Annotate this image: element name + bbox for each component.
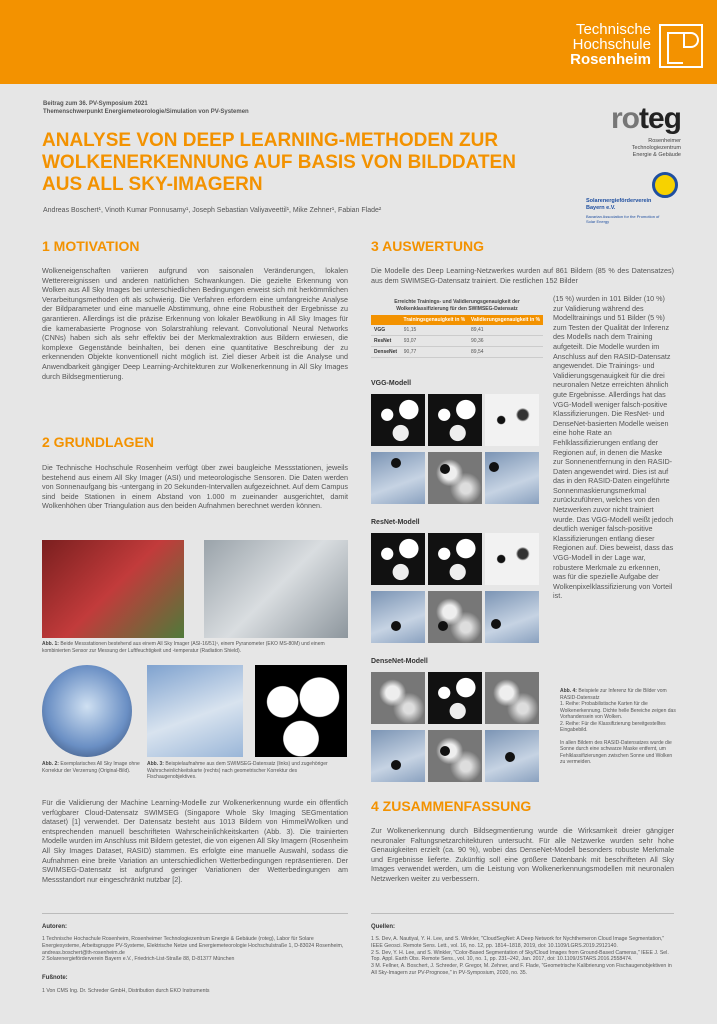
table-row (371, 336, 543, 347)
roteg-sub3: Energie & Gebäude (632, 152, 681, 158)
sun-mask-icon (391, 458, 401, 468)
footer-fussnote-heading: Fußnote: (42, 975, 68, 981)
sun-mask-icon (491, 619, 501, 629)
densenet-probmap-1 (371, 672, 425, 724)
sun-mask-icon (505, 752, 515, 762)
vgg-input-1 (371, 452, 425, 504)
vgg-probmap-2 (428, 394, 482, 446)
auswertung-intro: Die Modelle des Deep Learning-Netzwerkes wurden auf 861 Bildern (85 % des Datensatzes) aus dem SWIMSEG-Datensatz trainiert. Die restlichen 152 Bilder (371, 266, 674, 285)
footer-autoren-heading: Autoren: (42, 924, 67, 930)
meta-line2: Themenschwerpunkt Energiemeteorologie/Simulation von PV-Systemen (43, 109, 249, 115)
table-cell: 90,36 (468, 336, 543, 347)
footer-author-affiliations (42, 936, 348, 963)
authors: Andreas Boschert¹, Vinoth Kumar Ponnusamy¹, Joseph Sebastian Valiyaveettil¹, Mike Zehner¹, Fabian Flade² (43, 207, 382, 214)
meta-line1: Beitrag zum 36. PV-Symposium 2021 (43, 101, 148, 107)
roteg-logo (611, 104, 681, 159)
roteg-sub2: Technologiezentrum (631, 145, 681, 151)
roteg-sub1: Rosenheimer (648, 138, 681, 144)
heading-auswertung: 3 AUSWERTUNG (371, 238, 485, 254)
table-cell: ResNet (371, 336, 401, 347)
heading-zusammenfassung: 4 ZUSAMMENFASSUNG (371, 798, 532, 814)
reference-item: 3 M. Fellner, A. Boschert, J. Schreder, P. Gregor, M. Zehner, and F. Flade, "Geometrische Kalibrierung von Fischaugenobjektiven in All Sky-Imagern zur PV-Prognose," in PV-Symposium, 2020, no. 35. (371, 963, 672, 976)
logo-line3: Rosenheim (570, 51, 651, 68)
caption-fig2-text: Exemplarisches All Sky Image ohne Korrektur der Verzerrung (Original-Bild). (42, 761, 140, 774)
table-cell: 89,54 (468, 347, 543, 358)
caption-fig4-b: 1. Reihe: Probabilistische Karten für die Wolkenerkennung. Dichte helle Bereiche zeigen das Vorhandensein von Wolken. (560, 701, 676, 720)
vgg-probmap-1 (371, 394, 425, 446)
caption-fig2 (42, 761, 142, 774)
densenet-probmap-3 (485, 672, 539, 724)
sun-mask-icon (489, 462, 499, 472)
densenet-input-3 (485, 730, 539, 782)
table-cell: 90,77 (401, 347, 468, 358)
vgg-input-2 (428, 452, 482, 504)
sun-mask-icon (438, 621, 448, 631)
roteg-teg: teg (639, 102, 681, 135)
sun-mask-icon (440, 746, 450, 756)
footer-references (371, 936, 674, 977)
footer-footnote-1: 1 Von CMS Ing. Dr. Schreder GmbH, Distribution durch EKO Instruments (42, 988, 210, 994)
table-header: Trainingsgenauigkeit in % (401, 315, 468, 325)
solar-name2: Bayern e.V. (586, 205, 616, 211)
photo-station1 (42, 540, 184, 638)
auswertung-column-text: (15 %) wurden in 101 Bilder (10 %) zur Validierung während des Modelltrainings und 51 Bilder (5 %) zum Testen der Qualität der Inferenz des Modells nach dem Training aufgeteilt. Die Modelle wurden im Anschluss auf den RASID-Datensatz angewendet. Die Trainings- und Validierungsgenauigkeit für die drei neuronalen Netze erreichten ähnlich gute Ergebnisse. Allerdings hat das VGG-Modell weniger falsch-positive Klassifizierungen. Die ResNet- und DenseNet-basierten Modelle weisen eine hohe Rate an Fehlklassifizierungen entlang der Regionen auf, in denen die Maske zur Sonnenentfernung in den RASID-Daten angewendet wird. Dies ist auf das in den RASID-Daten eingeführte Sonnenmaskierungsmerkmal zurückzuführen, welches von den Netzwerken zuvor nicht trainiert wurde. Das VGG-Modell weißt jedoch deutlich weniger falsch-positive Klassifizierungen entlang dieser Regionen auf. Dies beweist, dass das VGG-Modell in der Lage war, robustere Merkmale zu erkennen, was für die spezielle Aufgabe der Wolkenpixelklassifizierung von Vorteil ist. (553, 294, 674, 601)
label-resnet: ResNet-Modell (371, 519, 420, 526)
th-rosenheim-logo-text (570, 22, 651, 67)
photo-swimseg-image (147, 665, 243, 757)
table-cell: VGG (371, 325, 401, 336)
table-row (371, 325, 543, 336)
vgg-input-3 (485, 452, 539, 504)
resnet-input-1 (371, 591, 425, 643)
caption-fig3-text: Beispielaufnahme aus dem SWIMSEG-Datensatz (links) und zugehöriger Wahrscheinlichkeitskarte (rechts) nach geometrischer Korrektur des Fischaugenobjektives. (147, 761, 328, 780)
densenet-input-1 (371, 730, 425, 782)
sun-icon (652, 172, 678, 198)
meta-info (43, 100, 249, 116)
table-cell: DenseNet (371, 347, 401, 358)
caption-fig3 (147, 761, 347, 781)
sun-mask-icon (440, 464, 450, 474)
reference-item: 2 S. Dev, Y. H. Lee, and S. Winkler, "Color-Based Segmentation of Sky/Cloud Images from Ground-Based Cameras," IEEE J. Sel. Top. Appl. Earth Obs. Remote Sens., vol. 10, no. 1, pp. 231–242, Jan. 2017, doi: 10.1109/JSTARS.2016.2558474. (371, 949, 669, 963)
caption-fig4-d: In allen Bildern des RASID-Datensatzes wurde die Sonne durch eine schwarze Maske entfernt, um Fehlklassifizierungen zwischen Sonne und Wolken zu vermeiden. (560, 739, 673, 765)
label-vgg: VGG-Modell (371, 380, 412, 387)
caption-fig2-label: Abb. 2: (42, 761, 59, 767)
table-row (371, 347, 543, 358)
grundlagen-text1: Die Technische Hochschule Rosenheim verfügt über zwei baugleiche Messstationen, jeweils bestehend aus einem All Sky Imager (ASI) und meteorologische Sensoren. Die Daten werden von Sonnenaufgang bis -untergang in 20 Sekunden-Intervallen aufgezeichnet. Auf dem Campus sind beide Stationen in einem Abstand von 1.000 m zueinander ausgerichtet, damit Wolkenhöhen über Triangulation aus den beiden Aufnahmen berechnet werden können. (42, 463, 348, 511)
divider (371, 913, 674, 914)
motivation-text: Wolkeneigenschaften variieren aufgrund von saisonalen Veränderungen, lokalen Wetterereignissen und anderen natürlichen Schwankungen. Die gezielte Erkennung von Wolken aus All Sky Images bei unterschiedlichen Bedingungen erweist sich mit herkömmlichen Verarbeitungsmethoden oft als schwierig. Die Verfahren erfordern eine umfangreiche Analyse der Bildparameter und eine manuelle Abstimmung, ohne eine Robustheit der Ergebnisse zu garantieren. Allerdings ist die präzise Erkennung von lokaler Bewölkung in All Sky Images für die kamerabasierte Prognose von Solarstrahlung relevant. Convolutional Neural Networks (CNNs) haben sich als sehr effektiv bei der Merkmalextraktion aus Bildern erwiesen, die komplexe Gegenstände beinhalten, bei denen eine quantitative Beschreibung der zu erkennenden Objekte konventionell nicht möglich ist. Ziel dieser Arbeit ist die Analyse und Anwendbarkeit gängiger Deep Learning-Architekturen zur Wolkenerkennung in All Sky Images durch Bildsegmentierung. (42, 266, 348, 381)
solarverein-logo (586, 172, 686, 232)
grundlagen-text2: Für die Validierung der Machine Learning-Modelle zur Wolkenerkennung wurde ein öffentlich verfügbarer Cloud-Datensatz SWIMSEG (Singapore Whole Sky Imaging SEGmentation dataset) [1] verwendet. Der Datensatz besteht aus 1013 Bildern von Himmel/Wolken und entsprechenden manuell beschrifteten Wahrscheinlichkeitskarten (Abb. 3). Die trainierten Modelle wurden im Anschluss mit Bildern getestet, die von eigenen All Sky Imagern (Rosenheim All Sky Images Dataset, RASID) stammen. Es erfolgte eine manuelle Auswahl, sodass die Aufnahmen eine breite Variation an unterschiedlichen Wetterbedingungen repräsentieren. Der SWIMSEG-Datensatz ist aufgrund geringer Variationen der Wetterbedingungen am Messstandort nur eingeschränkt nutzbar [2]. (42, 798, 348, 884)
caption-fig1-label: Abb. 1: (42, 641, 59, 647)
footer-author-2: 2 Solarenergieförderverein Bayern e.V., Friedrich-List-Straße 88, D-81377 München (42, 956, 235, 963)
solar-tag: Bavarian Association for the Promotion of Solar Energy (586, 214, 660, 224)
caption-fig4-label: Abb. 4: (560, 688, 577, 694)
vgg-probmap-3 (485, 394, 539, 446)
label-densenet: DenseNet-Modell (371, 658, 428, 665)
caption-fig1 (42, 641, 348, 654)
caption-fig1-text: Beide Messstationen bestehend aus einem All Sky Imager (ASI-16/51)¹, einem Pyranometer (EKO MS-80M) und einem kombinierten Sensor zur Messung der Luftfeuchtigkeit und -temperatur (Radiation Shield). (42, 641, 325, 654)
solar-name1: Solarenergieförderverein (586, 198, 652, 204)
resnet-probmap-1 (371, 533, 425, 585)
photo-probability-map (255, 665, 347, 757)
reference-item: 1 S. Dev, A. Nautiyal, Y. H. Lee, and S. Winkler, "CloudSegNet: A Deep Network for Nychthemeron Cloud Image Segmentation," IEEE Geosci. Remote Sens. Lett., vol. 16, no. 12, pp. 1814–1818, 2019, doi: 10.1109/LGRS.2019.2912140. (371, 936, 665, 949)
footer-author-1: 1 Technische Hochschule Rosenheim, Rosenheimer Technologiezentrum Energie & Gebäude (roteg), Labor für Solare Energiesysteme, Arbeitsgruppe PV-Systeme, Elektrische Netze und Energiemeteorologie Hochschulstraße 1, D-83024 Rosenheim, andreas.boschert@th-rosenheim.de (42, 936, 344, 956)
densenet-input-2 (428, 730, 482, 782)
heading-motivation: 1 MOTIVATION (42, 238, 140, 254)
footer-quellen-heading: Quellen: (371, 924, 396, 930)
caption-fig3-label: Abb. 3: (147, 761, 164, 767)
caption-fig4-a: Beispiele zur Inferenz für die Bilder vom RASID-Datensatz (560, 688, 667, 701)
resnet-probmap-2 (428, 533, 482, 585)
heading-grundlagen: 2 GRUNDLAGEN (42, 434, 155, 450)
accuracy-table (371, 315, 543, 358)
zusammenfassung-text: Zur Wolkenerkennung durch Bildsegmentierung wurde die Wirksamkeit dreier gängiger neuronaler Faltungsnetzarchitekturen untersucht. Für alle Netzwerke wurden sehr hohe Genauigkeiten erzielt (ca. 90 %), wobei das DenseNet-Modell besonders robuste Merkmale und Ergebnisse lieferte. Zukünftig soll eine größere Datenbank mit beschrifteten All Sky Images verwendet werden, um die Leistung von Wolkenerkennungsmodellen mit neuronalen Netzwerken weiter zu verbessern. (371, 826, 674, 883)
table-cell: 89,41 (468, 325, 543, 336)
sun-mask-icon (391, 760, 401, 770)
table-header: Validierungsgenauigkeit in % (468, 315, 543, 325)
resnet-input-2 (428, 591, 482, 643)
th-rosenheim-logo-icon (659, 24, 703, 68)
page-title: ANALYSE VON DEEP LEARNING-METHODEN ZUR WOLKENERKENNUNG AUF BASIS VON BILDDATEN AUS ALL SKY-IMAGERN (42, 130, 516, 195)
resnet-input-3 (485, 591, 539, 643)
photo-allsky-image (42, 665, 132, 757)
densenet-probmap-2 (428, 672, 482, 724)
logo-line1: Technische (575, 21, 651, 38)
caption-fig4-c: 2. Reihe: Für die Klassifizierung bereitgestelltes Eingabebild. (560, 720, 666, 733)
roteg-ro: ro (611, 102, 639, 135)
caption-fig4 (560, 688, 676, 766)
table-cell: 93,07 (401, 336, 468, 347)
table-cell: 91,15 (401, 325, 468, 336)
logo-line2: Hochschule (572, 36, 651, 53)
resnet-probmap-3 (485, 533, 539, 585)
table-header (371, 315, 401, 325)
sun-mask-icon (391, 621, 401, 631)
divider (42, 913, 348, 914)
photo-station2 (204, 540, 348, 638)
table-caption: Erreichte Trainings- und Validierungsgenauigkeit der Wolkenklassifizierung für den SWIMSEG-Datensatz (394, 299, 520, 312)
